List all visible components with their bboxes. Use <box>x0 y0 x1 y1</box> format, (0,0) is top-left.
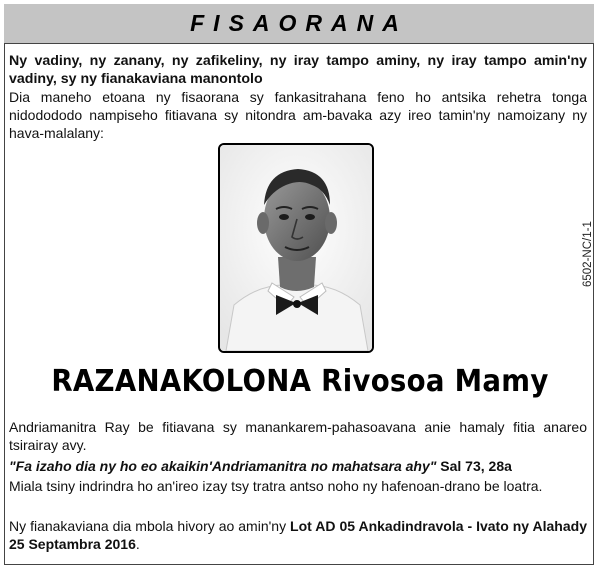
gathering-prefix: Ny fianakaviana dia mbola hivory ao amin'ny <box>9 518 291 534</box>
reference-code: 6502-NC/1-1 <box>582 221 594 287</box>
intro-thanks-text: Dia maneho etoana ny fisaorana sy fankasitrahana feno ho antsika rehetra tonga nidodododo nampiseho fitiavana sy nitondra am-bavaka azy ireo tamin'ny namoizany ny hava-malalany: <box>9 89 587 141</box>
verse-quote: "Fa izaho dia ny ho eo akaikin'Andriamanitra no mahatsara ahy" <box>9 458 437 474</box>
portrait-illustration <box>220 145 372 351</box>
portrait-photo <box>218 143 374 353</box>
apology-paragraph: Miala tsiny indrindra ho an'ireo izay tsy tratra antso noho ny hafenoan-drano be loatra. <box>9 478 543 494</box>
banner-title: FISAORANA <box>190 10 408 36</box>
verse-reference: Sal 73, 28a <box>436 458 512 474</box>
gathering-suffix: . <box>135 536 140 552</box>
gathering-place-date: Lot AD 05 Ankadindravola - Ivato ny Alahady 25 Septambra 2016 <box>9 518 587 552</box>
blessing-paragraph: Andriamanitra Ray be fitiavana sy manankarem-pahasoavana anie hamaly fitia anareo tsirairay avy. <box>9 419 587 453</box>
notice-banner <box>4 4 594 44</box>
deceased-name: RAZANAKOLONA Rivosoa Mamy <box>51 364 549 399</box>
gathering-paragraph <box>9 517 587 553</box>
bible-verse <box>9 457 587 475</box>
intro-family-line: Ny vadiny, ny zanany, ny zafikeliny, ny iray tampo aminy, ny iray tampo amin'ny vadiny, sy ny fianakaviana manontolo <box>9 53 587 87</box>
